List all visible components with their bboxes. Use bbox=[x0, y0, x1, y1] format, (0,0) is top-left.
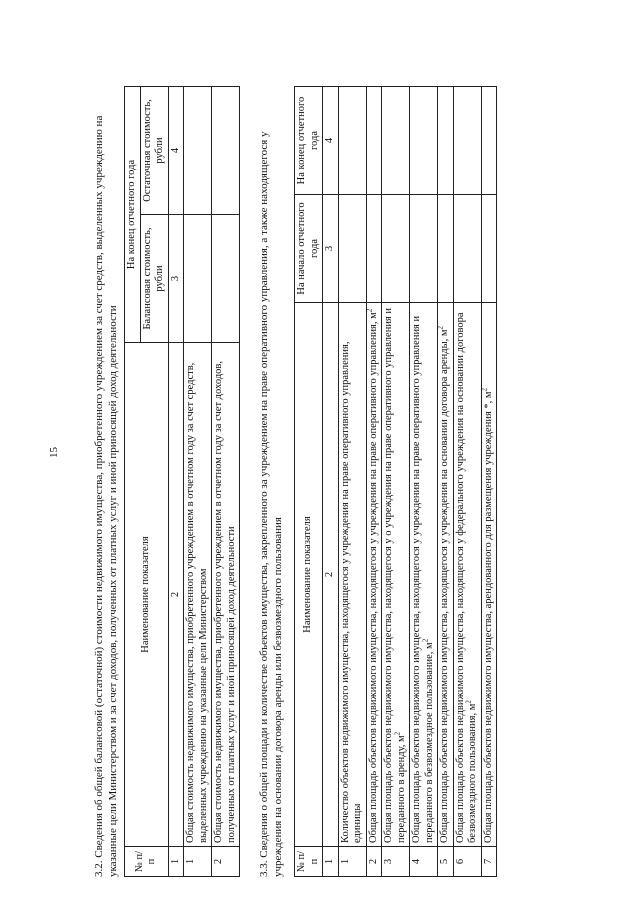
unit-sup: 2 bbox=[436, 325, 445, 330]
unit-m2: м bbox=[482, 391, 494, 399]
unit-m2: м bbox=[395, 735, 407, 742]
row-cell bbox=[453, 195, 481, 303]
section-3-2-heading: 3.2. Сведения об общей балансовой (остаточной) стоимости недвижимого имущества, приобретенного учреждением за счет средств, выделенных учреждению на указанные цели Министерством и за счет доходов, полученных от платных услуг и иной приносящей доход деятельности bbox=[93, 115, 119, 877]
row-name-cell bbox=[410, 303, 438, 847]
row-cell bbox=[382, 195, 410, 303]
table-row bbox=[366, 87, 382, 877]
row-name: Общая стоимость недвижимого имущества, приобретенного учреждением в отчетном году за счет доходов, полученных от платных услуг и иной приносящей доход деятельности bbox=[212, 343, 240, 847]
row-cell bbox=[338, 195, 366, 303]
table-row bbox=[338, 87, 366, 877]
table-3-2 bbox=[124, 86, 240, 877]
row-cell bbox=[481, 87, 497, 195]
table-row bbox=[453, 87, 481, 877]
col-end-header: На конец отчетного года bbox=[295, 87, 323, 195]
col-no-header: № п/п bbox=[295, 847, 323, 877]
table-row bbox=[212, 86, 240, 876]
col-name-header: Наименование показателя bbox=[295, 303, 323, 847]
col-num: 3 bbox=[323, 195, 339, 303]
col-num: 2 bbox=[323, 303, 339, 847]
row-no: 3 bbox=[382, 847, 410, 877]
section-3-3-heading: 3.3. Сведения о общей площади и количестве объектов имущества, закрепленного за учреждением на праве оперативного управления, а также находящегося у учреждения на основании договора аренды или безвозмездного пользования bbox=[258, 131, 284, 877]
col-period-header: На конец отчетного года bbox=[125, 86, 141, 342]
row-no: 7 bbox=[481, 847, 497, 877]
table-3-3 bbox=[294, 86, 497, 877]
unit-sup: 2 bbox=[480, 387, 488, 392]
row-cell bbox=[366, 195, 382, 303]
row-name-cell bbox=[366, 303, 382, 847]
row-cell bbox=[453, 87, 481, 195]
row-name: Общая площадь объектов недвижимого имущества, находящегося у учреждения на основании договора аренды, bbox=[439, 338, 450, 843]
row-no: 1 bbox=[338, 847, 366, 877]
row-no: 2 bbox=[212, 847, 240, 877]
unit-m2: м bbox=[423, 642, 435, 649]
unit-sup: 2 bbox=[365, 308, 373, 313]
row-cell bbox=[338, 87, 366, 195]
page-number: 15 bbox=[48, 447, 60, 458]
col-num: 3 bbox=[168, 215, 184, 343]
row-cell bbox=[481, 195, 497, 303]
unit-sup: 2 bbox=[464, 700, 473, 704]
row-name: Общая стоимость недвижимого имущества, приобретенного учреждением в отчетном году за счет средств, выделенных учреждению на указанные цели Министерством bbox=[184, 343, 212, 847]
row-cell bbox=[438, 87, 454, 195]
row-no: 5 bbox=[438, 847, 454, 877]
table-row bbox=[410, 87, 438, 877]
row-cell bbox=[410, 195, 438, 303]
col-start-header: На начало отчетного года bbox=[295, 195, 323, 303]
row-no: 2 bbox=[366, 847, 382, 877]
unit-m2: м bbox=[439, 329, 450, 337]
row-no: 4 bbox=[410, 847, 438, 877]
row-name: Общая площадь объектов недвижимого имущества, находящегося у учреждения на праве оперативного управления, bbox=[367, 321, 379, 843]
col-num: 4 bbox=[168, 86, 184, 214]
unit-sup: 2 bbox=[393, 731, 401, 736]
row-cell bbox=[366, 87, 382, 195]
col-num: 1 bbox=[323, 847, 339, 877]
row-name-cell bbox=[453, 303, 481, 847]
row-no: 6 bbox=[453, 847, 481, 877]
row-name: Количество объектов недвижимого имущества, находящегося у учреждения на праве оперативного управления, единицы bbox=[338, 303, 366, 847]
row-name: Общая площадь объектов недвижимого имущества, находящегося у федерального учреждения на основании договора безвозмездного пользования, bbox=[454, 312, 478, 843]
table-row bbox=[481, 87, 497, 877]
row-name-cell bbox=[382, 303, 410, 847]
row-cell bbox=[212, 86, 240, 214]
row-cell bbox=[184, 215, 212, 343]
row-cell bbox=[212, 215, 240, 343]
table-row bbox=[382, 87, 410, 877]
unit-m2: м bbox=[467, 703, 478, 711]
table-row bbox=[184, 86, 212, 876]
col-residual-header: Остаточная стоимость, рубли bbox=[140, 86, 168, 214]
row-cell bbox=[438, 195, 454, 303]
col-no-header: № п/п bbox=[125, 847, 169, 877]
row-cell bbox=[410, 87, 438, 195]
row-cell bbox=[382, 87, 410, 195]
row-name: Общая площадь объектов недвижимого имущества, находящегося у учреждения на праве оперативного управления и переданного в безвозмездное пользование, bbox=[411, 315, 435, 843]
table-row bbox=[438, 87, 454, 877]
col-num: 4 bbox=[323, 87, 339, 195]
col-num: 2 bbox=[168, 343, 184, 847]
row-cell bbox=[184, 86, 212, 214]
row-name: Общая площадь объектов недвижимого имущества, арендованного для размещения учреждения *, bbox=[482, 400, 494, 843]
col-balance-header: Балансовая стоимость, рубли bbox=[140, 215, 168, 343]
row-name-cell bbox=[481, 303, 497, 847]
row-no: 1 bbox=[184, 847, 212, 877]
col-num: 1 bbox=[168, 847, 184, 877]
row-name: Общая площадь объектов недвижимого имущества, находящегося у о учреждения на праве оперативного управления и переданного в аренду, bbox=[383, 307, 407, 843]
unit-sup: 2 bbox=[421, 638, 429, 643]
unit-m2: м bbox=[367, 312, 379, 319]
col-name-header: Наименование показателя bbox=[125, 343, 169, 847]
row-name-cell bbox=[438, 303, 454, 847]
